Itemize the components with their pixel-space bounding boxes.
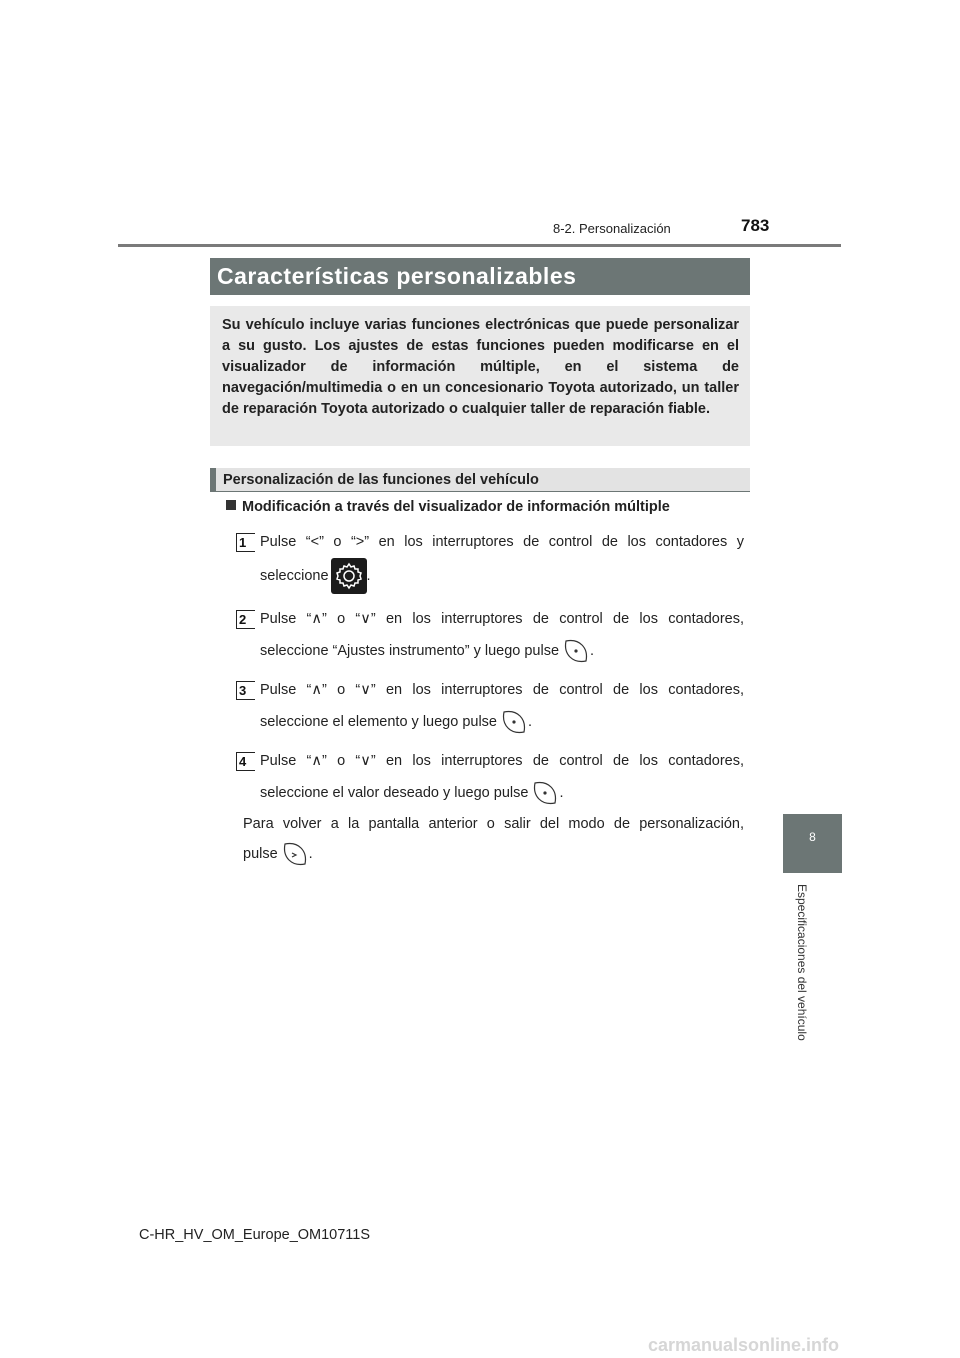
- step-1-line-2: [260, 558, 744, 594]
- step-1-line-2-text: seleccione: [260, 568, 329, 584]
- step-number-1: 1: [236, 533, 255, 552]
- header-section: 8-2. Personalización: [553, 221, 671, 236]
- step-2-line-2-end: .: [590, 643, 595, 659]
- step-1-line-1: Pulse “<” o “>” en los interruptores de control de los contadores y: [260, 534, 744, 550]
- chapter-label: Especificaciones del vehículo: [795, 884, 809, 1041]
- step-3-line-2-end: .: [527, 714, 533, 730]
- ok-icon: [562, 637, 590, 665]
- step-number-3: 3: [236, 681, 255, 700]
- chapter-tab: 8: [783, 814, 842, 873]
- step-2-line-2: [260, 637, 744, 665]
- subheading-text: Modificación a través del visualizador de información múltiple: [242, 499, 670, 515]
- page-number: 783: [741, 216, 770, 235]
- watermark: carmanualsonline.info: [648, 1335, 840, 1355]
- step-4-line-2-end: .: [559, 785, 564, 801]
- gear-icon: [331, 558, 367, 594]
- step-1-line-2-end: .: [366, 568, 371, 584]
- header-divider: [118, 244, 841, 247]
- step-2-line-2-text: seleccione “Ajustes instrumento” y luego pulse: [260, 643, 560, 659]
- ok-icon: [500, 708, 528, 736]
- step-3-line-2-text: seleccione el elemento y luego pulse: [260, 714, 497, 730]
- intro-text: Su vehículo incluye varias funciones electrónicas que puede personalizar a su gusto. Los ajustes de estas funciones pueden modificarse en el visualizador de información múltiple, en el sistema de navegación/multimedia o en un concesionario Toyota autorizado, un taller de reparación Toyota autorizado o cualquier taller de reparación fiable.: [210, 306, 750, 446]
- note-line-2-text: pulse: [243, 846, 278, 862]
- note-line-2: [243, 840, 744, 868]
- step-number-2: 2: [236, 610, 255, 629]
- step-3-line-2: [260, 708, 744, 736]
- footer-code: C-HR_HV_OM_Europe_OM10711S: [139, 1227, 371, 1243]
- subheading: [226, 499, 670, 515]
- note-line-2-end: .: [308, 846, 313, 862]
- ok-icon: [531, 779, 559, 807]
- step-4-line-1: Pulse “∧” o “∨” en los interruptores de control de los contadores,: [260, 753, 744, 769]
- back-icon: [281, 840, 309, 868]
- page-title: Características personalizables: [210, 258, 750, 295]
- square-bullet-icon: [226, 500, 236, 510]
- step-3-line-1: Pulse “∧” o “∨” en los interruptores de control de los contadores,: [260, 682, 744, 698]
- step-number-4: 4: [236, 752, 255, 771]
- step-2-line-1: Pulse “∧” o “∨” en los interruptores de control de los contadores,: [260, 611, 744, 627]
- step-4-line-2-text: seleccione el valor deseado y luego pulse: [260, 785, 529, 801]
- step-4-line-2: [260, 779, 744, 807]
- note-line-1: Para volver a la pantalla anterior o salir del modo de personalización,: [243, 816, 744, 832]
- section-title: Personalización de las funciones del vehículo: [210, 468, 750, 492]
